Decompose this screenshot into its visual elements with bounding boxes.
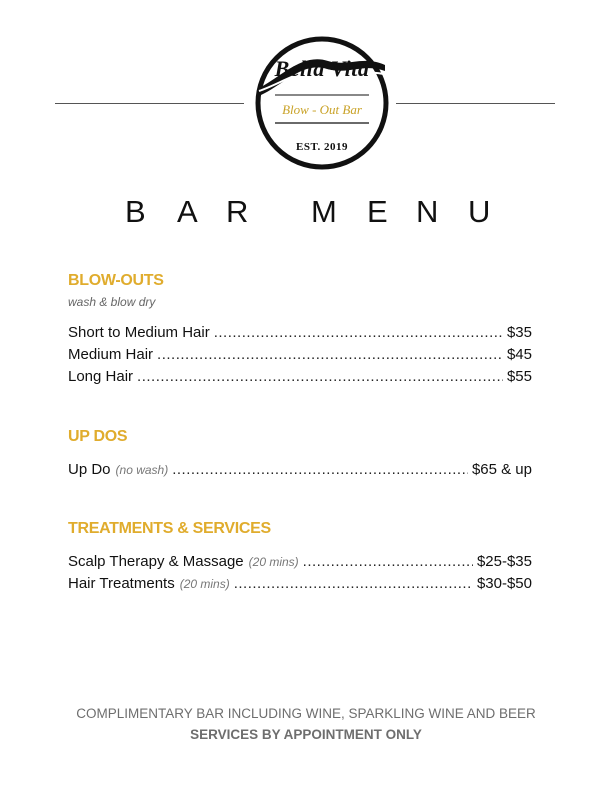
- logo-name: Bella Vita: [274, 56, 370, 81]
- page-title: [123, 192, 503, 232]
- logo: [253, 25, 391, 173]
- menu-item: [68, 575, 532, 596]
- section-title-treatments: TREATMENTS & SERVICES: [68, 520, 271, 537]
- item-price: $55: [506, 368, 532, 385]
- item-name: Scalp Therapy & Massage: [68, 553, 244, 570]
- section-subtitle-blow-outs: wash & blow dry: [68, 295, 156, 309]
- item-name: Medium Hair: [68, 346, 154, 363]
- menu-item: [68, 324, 532, 345]
- item-price: $35: [506, 324, 532, 341]
- logo-rule-right: [396, 103, 555, 104]
- section-title-blow-outs: BLOW-OUTS: [68, 272, 164, 289]
- item-note: (20 mins): [248, 555, 299, 569]
- logo-tagline: Blow - Out Bar: [282, 102, 362, 117]
- item-price: $30-$50: [476, 575, 532, 592]
- menu-item: [68, 368, 532, 389]
- title-letter: B: [125, 194, 146, 229]
- title-letter: E: [367, 194, 388, 229]
- item-name: Short to Medium Hair: [68, 324, 210, 341]
- title-letter: U: [468, 194, 491, 229]
- menu-item: [68, 346, 532, 367]
- item-name: Long Hair: [68, 368, 134, 385]
- item-price: $65 & up: [471, 461, 532, 478]
- title-letter: M: [311, 194, 337, 229]
- section-title-up-dos: UP DOS: [68, 428, 128, 445]
- footer-appointment-note: SERVICES BY APPOINTMENT ONLY: [190, 727, 422, 742]
- title-letter: A: [177, 194, 198, 229]
- item-price: $45: [506, 346, 532, 363]
- leader-dots: [303, 553, 473, 570]
- menu-item: [68, 553, 532, 574]
- title-letter: R: [226, 194, 249, 229]
- title-letter: N: [416, 194, 439, 229]
- leader-dots: [234, 575, 473, 592]
- leader-dots: [214, 324, 503, 341]
- logo-established: EST. 2019: [296, 141, 348, 153]
- logo-rule-left: [55, 103, 244, 104]
- item-name: Hair Treatments: [68, 575, 175, 592]
- menu-item: [68, 461, 532, 482]
- item-name: Up Do: [68, 461, 111, 478]
- footer-complimentary-bar: COMPLIMENTARY BAR INCLUDING WINE, SPARKLING WINE AND BEER: [76, 706, 536, 721]
- item-note: (20 mins): [179, 577, 230, 591]
- leader-dots: [157, 346, 503, 363]
- leader-dots: [172, 461, 468, 478]
- leader-dots: [137, 368, 503, 385]
- item-note: (no wash): [115, 463, 169, 477]
- item-price: $25-$35: [476, 553, 532, 570]
